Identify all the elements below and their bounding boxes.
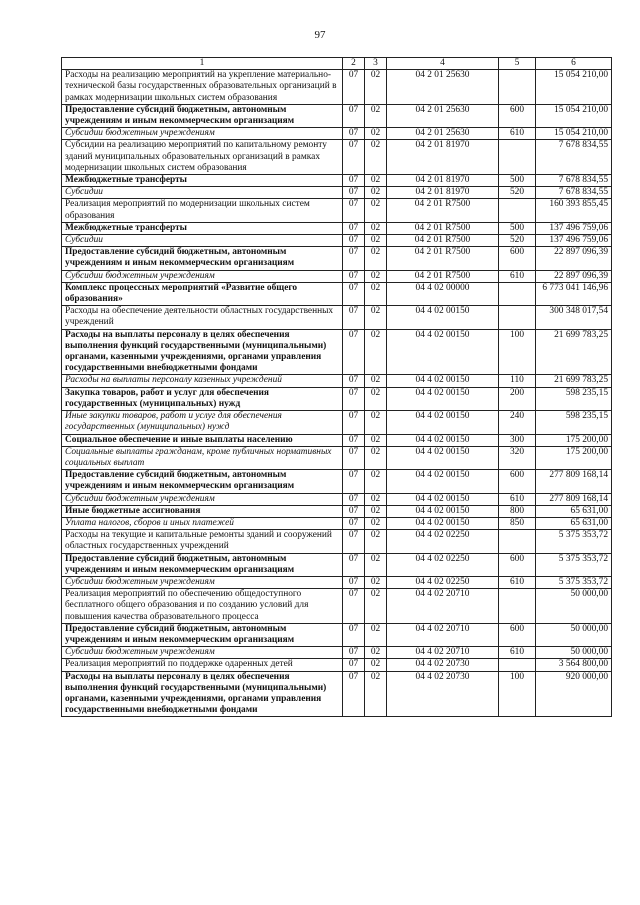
cell-section-code: 07 bbox=[343, 140, 365, 175]
cell-expense-name: Межбюджетные трансферты bbox=[62, 175, 343, 187]
budget-table bbox=[61, 57, 612, 717]
cell-expense-name: Закупка товаров, работ и услуг для обеспечения государственных (муниципальных) нужд bbox=[62, 387, 343, 410]
cell-amount: 50 000,00 bbox=[536, 623, 612, 646]
cell-amount: 3 564 800,00 bbox=[536, 659, 612, 671]
table-row bbox=[62, 671, 612, 717]
cell-amount: 5 375 353,72 bbox=[536, 553, 612, 576]
cell-expense-name: Социальные выплаты гражданам, кроме публичных нормативных социальных выплат bbox=[62, 446, 343, 469]
cell-subsection-code: 02 bbox=[365, 175, 387, 187]
cell-subsection-code: 02 bbox=[365, 647, 387, 659]
table-row bbox=[62, 434, 612, 446]
table-row bbox=[62, 329, 612, 375]
cell-expense-name: Субсидии bbox=[62, 187, 343, 199]
cell-section-code: 07 bbox=[343, 104, 365, 127]
cell-subsection-code: 02 bbox=[365, 222, 387, 234]
cell-subsection-code: 02 bbox=[365, 493, 387, 505]
cell-expense-type-code: 600 bbox=[499, 247, 536, 270]
cell-subsection-code: 02 bbox=[365, 70, 387, 105]
cell-target-article-code: 04 4 02 00150 bbox=[387, 411, 499, 434]
cell-subsection-code: 02 bbox=[365, 104, 387, 127]
cell-section-code: 07 bbox=[343, 647, 365, 659]
cell-section-code: 07 bbox=[343, 222, 365, 234]
cell-expense-name: Предоставление субсидий бюджетным, автономным учреждениям и иным некоммерческим организациям bbox=[62, 247, 343, 270]
cell-amount: 598 235,15 bbox=[536, 411, 612, 434]
cell-expense-type-code bbox=[499, 199, 536, 222]
cell-target-article-code: 04 4 02 00150 bbox=[387, 470, 499, 493]
cell-subsection-code: 02 bbox=[365, 306, 387, 329]
cell-subsection-code: 02 bbox=[365, 589, 387, 624]
cell-section-code: 07 bbox=[343, 329, 365, 375]
cell-expense-name: Иные бюджетные ассигнования bbox=[62, 505, 343, 517]
cell-target-article-code: 04 2 01 81970 bbox=[387, 140, 499, 175]
cell-target-article-code: 04 4 02 00150 bbox=[387, 493, 499, 505]
cell-amount: 920 000,00 bbox=[536, 671, 612, 717]
cell-expense-name: Уплата налогов, сборов и иных платежей bbox=[62, 517, 343, 529]
cell-expense-type-code: 610 bbox=[499, 270, 536, 282]
header-col-2: 2 bbox=[343, 58, 365, 70]
table-row bbox=[62, 187, 612, 199]
cell-expense-name: Субсидии бюджетным учреждениям bbox=[62, 576, 343, 588]
cell-target-article-code: 04 4 02 20730 bbox=[387, 659, 499, 671]
cell-expense-type-code: 600 bbox=[499, 104, 536, 127]
cell-subsection-code: 02 bbox=[365, 329, 387, 375]
cell-section-code: 07 bbox=[343, 387, 365, 410]
table-row bbox=[62, 128, 612, 140]
cell-expense-type-code: 800 bbox=[499, 505, 536, 517]
table-row bbox=[62, 387, 612, 410]
cell-subsection-code: 02 bbox=[365, 623, 387, 646]
header-col-1: 1 bbox=[62, 58, 343, 70]
cell-target-article-code: 04 4 02 00150 bbox=[387, 434, 499, 446]
cell-expense-name: Расходы на обеспечение деятельности областных государственных учреждений bbox=[62, 306, 343, 329]
table-row bbox=[62, 306, 612, 329]
cell-expense-name: Предоставление субсидий бюджетным, автономным учреждениям и иным некоммерческим организациям bbox=[62, 623, 343, 646]
cell-expense-name: Субсидии бюджетным учреждениям bbox=[62, 647, 343, 659]
cell-section-code: 07 bbox=[343, 530, 365, 553]
cell-section-code: 07 bbox=[343, 671, 365, 717]
cell-expense-name: Реализация мероприятий по модернизации школьных систем образования bbox=[62, 199, 343, 222]
cell-amount: 50 000,00 bbox=[536, 589, 612, 624]
cell-section-code: 07 bbox=[343, 517, 365, 529]
cell-amount: 175 200,00 bbox=[536, 446, 612, 469]
cell-expense-name: Расходы на выплаты персоналу в целях обеспечения выполнения функций государственными (муниципальными) органами, казенными учреждениями, органами управления государственными внебюджетными фондами bbox=[62, 671, 343, 717]
cell-expense-type-code bbox=[499, 589, 536, 624]
cell-expense-type-code: 610 bbox=[499, 493, 536, 505]
cell-section-code: 07 bbox=[343, 70, 365, 105]
cell-section-code: 07 bbox=[343, 270, 365, 282]
cell-expense-name: Реализация мероприятий по обеспечению общедоступного бесплатного общего образования и по созданию условий для повышения качества образовательного процесса bbox=[62, 589, 343, 624]
table-row bbox=[62, 647, 612, 659]
cell-subsection-code: 02 bbox=[365, 270, 387, 282]
cell-target-article-code: 04 4 02 00150 bbox=[387, 306, 499, 329]
cell-amount: 15 054 210,00 bbox=[536, 104, 612, 127]
cell-amount: 15 054 210,00 bbox=[536, 70, 612, 105]
cell-amount: 65 631,00 bbox=[536, 517, 612, 529]
cell-subsection-code: 02 bbox=[365, 235, 387, 247]
cell-amount: 22 897 096,39 bbox=[536, 270, 612, 282]
cell-amount: 7 678 834,55 bbox=[536, 187, 612, 199]
table-row bbox=[62, 470, 612, 493]
table-row bbox=[62, 493, 612, 505]
cell-amount: 5 375 353,72 bbox=[536, 576, 612, 588]
cell-expense-name: Социальное обеспечение и иные выплаты населению bbox=[62, 434, 343, 446]
cell-expense-type-code: 610 bbox=[499, 128, 536, 140]
table-row bbox=[62, 517, 612, 529]
cell-subsection-code: 02 bbox=[365, 128, 387, 140]
cell-expense-name: Межбюджетные трансферты bbox=[62, 222, 343, 234]
cell-section-code: 07 bbox=[343, 199, 365, 222]
cell-section-code: 07 bbox=[343, 576, 365, 588]
cell-section-code: 07 bbox=[343, 128, 365, 140]
cell-target-article-code: 04 4 02 02250 bbox=[387, 576, 499, 588]
cell-expense-type-code bbox=[499, 530, 536, 553]
cell-target-article-code: 04 2 01 R7500 bbox=[387, 247, 499, 270]
cell-subsection-code: 02 bbox=[365, 517, 387, 529]
cell-subsection-code: 02 bbox=[365, 387, 387, 410]
cell-expense-name: Комплекс процессных мероприятий «Развитие общего образования» bbox=[62, 282, 343, 305]
table-row bbox=[62, 140, 612, 175]
cell-expense-name: Субсидии бюджетным учреждениям bbox=[62, 493, 343, 505]
cell-section-code: 07 bbox=[343, 175, 365, 187]
table-row bbox=[62, 235, 612, 247]
cell-section-code: 07 bbox=[343, 434, 365, 446]
table-row bbox=[62, 247, 612, 270]
cell-section-code: 07 bbox=[343, 375, 365, 387]
cell-expense-type-code: 610 bbox=[499, 576, 536, 588]
cell-expense-name: Субсидии бюджетным учреждениям bbox=[62, 128, 343, 140]
cell-subsection-code: 02 bbox=[365, 411, 387, 434]
cell-expense-name: Расходы на текущие и капитальные ремонты зданий и сооружений областных государственных учреждений bbox=[62, 530, 343, 553]
cell-amount: 65 631,00 bbox=[536, 505, 612, 517]
cell-expense-type-code: 240 bbox=[499, 411, 536, 434]
cell-target-article-code: 04 2 01 81970 bbox=[387, 175, 499, 187]
cell-expense-type-code bbox=[499, 659, 536, 671]
cell-amount: 21 699 783,25 bbox=[536, 375, 612, 387]
header-col-6: 6 bbox=[536, 58, 612, 70]
cell-target-article-code: 04 4 02 02250 bbox=[387, 553, 499, 576]
cell-expense-type-code: 600 bbox=[499, 553, 536, 576]
cell-subsection-code: 02 bbox=[365, 470, 387, 493]
cell-expense-type-code: 200 bbox=[499, 387, 536, 410]
cell-amount: 21 699 783,25 bbox=[536, 329, 612, 375]
cell-expense-name: Субсидии bbox=[62, 235, 343, 247]
cell-subsection-code: 02 bbox=[365, 505, 387, 517]
cell-amount: 7 678 834,55 bbox=[536, 140, 612, 175]
cell-section-code: 07 bbox=[343, 470, 365, 493]
cell-target-article-code: 04 2 01 R7500 bbox=[387, 270, 499, 282]
cell-target-article-code: 04 4 02 00150 bbox=[387, 505, 499, 517]
cell-expense-name: Расходы на выплаты персоналу в целях обеспечения выполнения функций государственными (муниципальными) органами, казенными учреждениями, органами управления государственными внебюджетными фондами bbox=[62, 329, 343, 375]
cell-amount: 5 375 353,72 bbox=[536, 530, 612, 553]
cell-target-article-code: 04 4 02 00150 bbox=[387, 387, 499, 410]
table-row bbox=[62, 199, 612, 222]
table-row bbox=[62, 553, 612, 576]
cell-section-code: 07 bbox=[343, 247, 365, 270]
cell-expense-type-code bbox=[499, 140, 536, 175]
cell-amount: 277 809 168,14 bbox=[536, 470, 612, 493]
cell-expense-name: Предоставление субсидий бюджетным, автономным учреждениям и иным некоммерческим организациям bbox=[62, 104, 343, 127]
cell-subsection-code: 02 bbox=[365, 446, 387, 469]
cell-target-article-code: 04 4 02 20710 bbox=[387, 589, 499, 624]
table-row bbox=[62, 104, 612, 127]
table-row bbox=[62, 70, 612, 105]
cell-subsection-code: 02 bbox=[365, 247, 387, 270]
cell-section-code: 07 bbox=[343, 493, 365, 505]
cell-subsection-code: 02 bbox=[365, 671, 387, 717]
cell-expense-type-code: 610 bbox=[499, 647, 536, 659]
table-row bbox=[62, 623, 612, 646]
table-row bbox=[62, 505, 612, 517]
cell-amount: 137 496 759,06 bbox=[536, 235, 612, 247]
cell-amount: 22 897 096,39 bbox=[536, 247, 612, 270]
cell-subsection-code: 02 bbox=[365, 434, 387, 446]
cell-subsection-code: 02 bbox=[365, 659, 387, 671]
cell-expense-type-code: 500 bbox=[499, 222, 536, 234]
cell-expense-type-code: 520 bbox=[499, 235, 536, 247]
cell-subsection-code: 02 bbox=[365, 187, 387, 199]
table-row bbox=[62, 589, 612, 624]
cell-target-article-code: 04 4 02 00000 bbox=[387, 282, 499, 305]
table-row bbox=[62, 659, 612, 671]
cell-section-code: 07 bbox=[343, 446, 365, 469]
cell-target-article-code: 04 4 02 00150 bbox=[387, 329, 499, 375]
cell-amount: 6 773 041 146,96 bbox=[536, 282, 612, 305]
cell-amount: 137 496 759,06 bbox=[536, 222, 612, 234]
cell-target-article-code: 04 2 01 R7500 bbox=[387, 235, 499, 247]
table-header-row bbox=[62, 58, 612, 70]
cell-expense-name: Субсидии бюджетным учреждениям bbox=[62, 270, 343, 282]
cell-subsection-code: 02 bbox=[365, 282, 387, 305]
cell-expense-type-code: 500 bbox=[499, 175, 536, 187]
cell-section-code: 07 bbox=[343, 553, 365, 576]
cell-expense-type-code: 110 bbox=[499, 375, 536, 387]
cell-amount: 50 000,00 bbox=[536, 647, 612, 659]
cell-expense-type-code: 520 bbox=[499, 187, 536, 199]
page-number: 97 bbox=[314, 29, 326, 41]
cell-section-code: 07 bbox=[343, 282, 365, 305]
cell-expense-type-code bbox=[499, 282, 536, 305]
cell-target-article-code: 04 2 01 25630 bbox=[387, 70, 499, 105]
cell-subsection-code: 02 bbox=[365, 199, 387, 222]
cell-target-article-code: 04 4 02 20710 bbox=[387, 647, 499, 659]
cell-subsection-code: 02 bbox=[365, 576, 387, 588]
cell-target-article-code: 04 4 02 20730 bbox=[387, 671, 499, 717]
cell-amount: 598 235,15 bbox=[536, 387, 612, 410]
table-row bbox=[62, 175, 612, 187]
cell-expense-name: Предоставление субсидий бюджетным, автономным учреждениям и иным некоммерческим организациям bbox=[62, 470, 343, 493]
header-col-3: 3 bbox=[365, 58, 387, 70]
cell-target-article-code: 04 2 01 R7500 bbox=[387, 222, 499, 234]
cell-expense-name: Реализация мероприятий по поддержке одаренных детей bbox=[62, 659, 343, 671]
cell-expense-name: Предоставление субсидий бюджетным, автономным учреждениям и иным некоммерческим организациям bbox=[62, 553, 343, 576]
cell-target-article-code: 04 4 02 00150 bbox=[387, 375, 499, 387]
cell-expense-type-code: 100 bbox=[499, 329, 536, 375]
cell-amount: 7 678 834,55 bbox=[536, 175, 612, 187]
cell-expense-name: Расходы на реализацию мероприятий на укрепление материально-технической базы государственных образовательных организаций в рамках модернизации школьных систем образования bbox=[62, 70, 343, 105]
cell-amount: 160 393 855,45 bbox=[536, 199, 612, 222]
cell-target-article-code: 04 2 01 81970 bbox=[387, 187, 499, 199]
cell-expense-name: Расходы на выплаты персоналу казенных учреждений bbox=[62, 375, 343, 387]
header-col-5: 5 bbox=[499, 58, 536, 70]
cell-section-code: 07 bbox=[343, 589, 365, 624]
cell-amount: 277 809 168,14 bbox=[536, 493, 612, 505]
cell-expense-type-code: 320 bbox=[499, 446, 536, 469]
table-row bbox=[62, 270, 612, 282]
cell-amount: 300 348 017,54 bbox=[536, 306, 612, 329]
cell-expense-type-code: 600 bbox=[499, 470, 536, 493]
cell-expense-type-code bbox=[499, 306, 536, 329]
cell-target-article-code: 04 4 02 00150 bbox=[387, 517, 499, 529]
table-row bbox=[62, 282, 612, 305]
cell-expense-name: Субсидии на реализацию мероприятий по капитальному ремонту зданий муниципальных образовательных организаций в рамках модернизации школьных систем образования bbox=[62, 140, 343, 175]
cell-subsection-code: 02 bbox=[365, 375, 387, 387]
cell-section-code: 07 bbox=[343, 306, 365, 329]
table-body bbox=[62, 70, 612, 717]
cell-expense-type-code: 850 bbox=[499, 517, 536, 529]
cell-subsection-code: 02 bbox=[365, 530, 387, 553]
cell-expense-type-code: 600 bbox=[499, 623, 536, 646]
cell-target-article-code: 04 4 02 20710 bbox=[387, 623, 499, 646]
cell-expense-name: Иные закупки товаров, работ и услуг для обеспечения государственных (муниципальных) нужд bbox=[62, 411, 343, 434]
cell-subsection-code: 02 bbox=[365, 553, 387, 576]
table-row bbox=[62, 222, 612, 234]
cell-section-code: 07 bbox=[343, 505, 365, 517]
cell-target-article-code: 04 2 01 25630 bbox=[387, 128, 499, 140]
cell-expense-type-code bbox=[499, 70, 536, 105]
cell-section-code: 07 bbox=[343, 659, 365, 671]
table-row bbox=[62, 411, 612, 434]
cell-target-article-code: 04 2 01 R7500 bbox=[387, 199, 499, 222]
cell-amount: 15 054 210,00 bbox=[536, 128, 612, 140]
header-col-4: 4 bbox=[387, 58, 499, 70]
table-row bbox=[62, 446, 612, 469]
cell-subsection-code: 02 bbox=[365, 140, 387, 175]
cell-section-code: 07 bbox=[343, 235, 365, 247]
cell-expense-type-code: 100 bbox=[499, 671, 536, 717]
cell-amount: 175 200,00 bbox=[536, 434, 612, 446]
cell-target-article-code: 04 4 02 00150 bbox=[387, 446, 499, 469]
cell-target-article-code: 04 2 01 25630 bbox=[387, 104, 499, 127]
table-row bbox=[62, 375, 612, 387]
table-row bbox=[62, 576, 612, 588]
cell-expense-type-code: 300 bbox=[499, 434, 536, 446]
cell-target-article-code: 04 4 02 02250 bbox=[387, 530, 499, 553]
cell-section-code: 07 bbox=[343, 623, 365, 646]
cell-section-code: 07 bbox=[343, 411, 365, 434]
cell-section-code: 07 bbox=[343, 187, 365, 199]
table-row bbox=[62, 530, 612, 553]
